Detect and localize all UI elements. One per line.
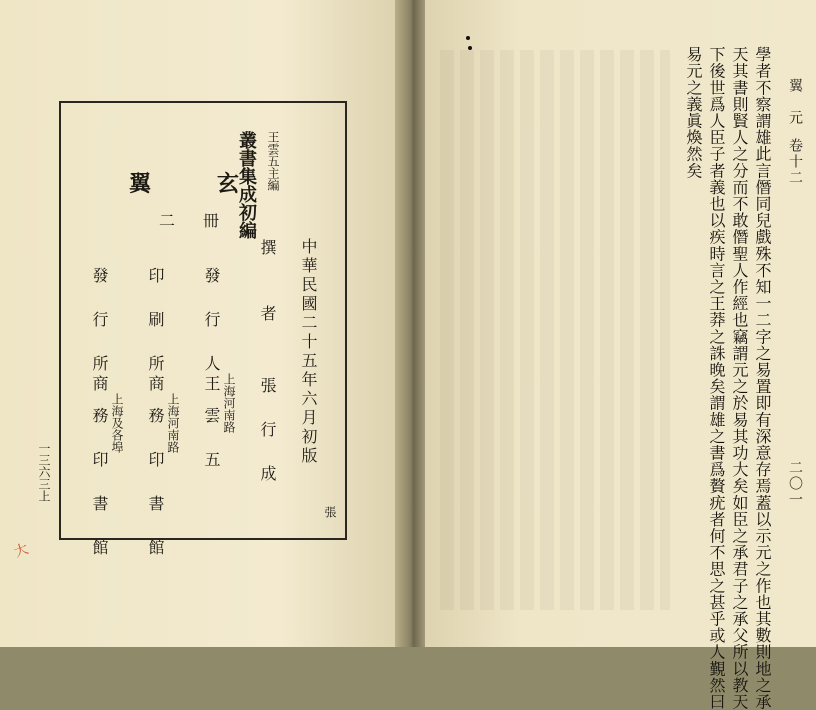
- publisher-address: 上海河南路: [222, 373, 236, 433]
- author-role: 撰 者: [258, 239, 277, 327]
- running-title: 翼 元: [787, 78, 803, 126]
- distributor-name-2: 務 印 書 館: [90, 407, 109, 561]
- publisher-role: 發 行 人: [202, 267, 221, 377]
- book-gutter: [395, 0, 429, 647]
- series-title: 叢書集成初編: [236, 131, 257, 239]
- text-column-1: 學者不察謂雄此言僭同兒戲殊不知一二字之易置即有深意存焉蓋以示元之作也其數則地之承: [753, 46, 772, 710]
- distributor-address: 上海及各埠: [110, 393, 124, 453]
- printer-name-1: 商: [146, 375, 165, 397]
- red-seal-mark: 大: [12, 541, 31, 561]
- running-volume: 卷十二: [787, 138, 803, 186]
- printer-address: 上海河南路: [166, 393, 180, 453]
- printer-role: 印 刷 所: [146, 267, 165, 377]
- publisher-name-1: 王: [202, 375, 221, 397]
- ink-dot: [468, 46, 472, 50]
- volume-count: 二 冊: [159, 211, 226, 230]
- printer-name-2: 務 印 書 館: [146, 407, 165, 561]
- publisher-name-2: 雲 五: [202, 407, 221, 473]
- bleed-through-text: [440, 50, 670, 610]
- text-column-3: 下後世爲人臣子者義也以疾時言之王莽之誅晚矣謂雄之書爲贅疣者何不思之甚乎或人覲然曰: [707, 46, 726, 710]
- book-title: 翼 玄: [129, 171, 240, 197]
- ink-dot: [466, 36, 470, 40]
- text-column-4: 易元之義眞煥然矣: [684, 46, 703, 179]
- text-column-2: 天其書則賢人之分而不敢僭聖人作經也竊謂元之於易其功大矣如臣之承君子之承父所以教天: [730, 46, 749, 710]
- distributor-name-1: 商: [90, 375, 109, 397]
- author-name: 張 行 成: [258, 377, 277, 487]
- serial-number: 一三六三上: [37, 442, 51, 502]
- page-number: 二〇一: [787, 460, 803, 508]
- distributor-role: 發 行 所: [90, 267, 109, 377]
- editor-label: 王雲五主編: [266, 131, 280, 191]
- publication-date: 中華民國二十五年六月初版: [299, 238, 318, 466]
- mark-character: 張: [323, 506, 337, 518]
